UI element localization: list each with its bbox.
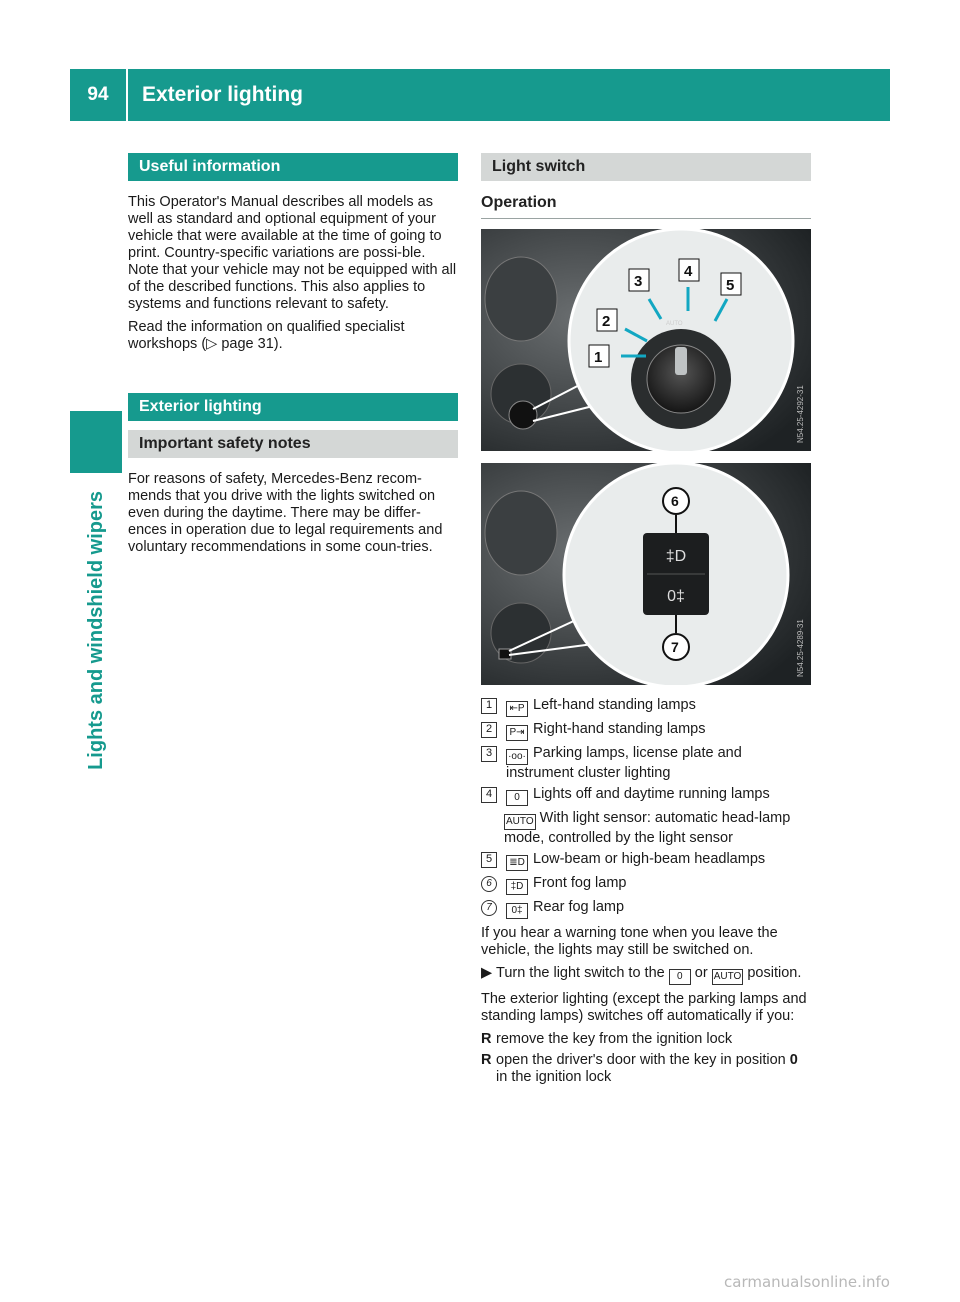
list-item: R open the driver's door with the key in position 0 in the ignition lock: [481, 1052, 798, 1085]
legend-item: 7 0‡ Rear fog lamp: [481, 899, 811, 919]
left-column: [128, 153, 458, 562]
useful-info-heading: Useful information: [128, 153, 458, 181]
light-switch-heading: Light switch: [481, 153, 811, 181]
rear-fog-icon: 0‡: [667, 588, 685, 605]
chapter-sidebar: [70, 121, 122, 776]
fog-lamp-switch-figure: [481, 463, 811, 685]
watermark: carmanualsonline.info: [724, 1273, 890, 1291]
low-beam-icon: ≣D: [506, 855, 528, 871]
figure-2-code: N54.25-4289-31: [796, 619, 805, 677]
warning-paragraph: If you hear a warning tone when you leave the vehicle, the lights may still be switched on.: [481, 925, 778, 958]
legend-item: 6 ‡D Front fog lamp: [481, 875, 811, 895]
chapter-label: Lights and windshield wipers: [84, 491, 107, 770]
page-title: Exterior lighting: [142, 83, 304, 106]
legend-item: 3 ·oo· Parking lamps, license plate and instrument cluster lighting: [481, 745, 811, 782]
front-fog-lamp-icon: ‡D: [506, 879, 528, 895]
bullet-marker: R: [481, 1052, 492, 1068]
legend-item: 4 0 Lights off and daytime running lamps: [481, 786, 811, 806]
auto-label: AUTO: [666, 321, 683, 327]
page-number: 94: [87, 84, 109, 105]
bullet-marker: R: [481, 1031, 492, 1047]
instruction-step: ▶ Turn the light switch to the 0 or AUTO position.: [481, 965, 811, 985]
useful-info-paragraph: This Operator's Manual describes all models as well as standard and optional equipment of your vehicle that were available at the time of going to print. Country-specific variations are possi-ble. Note that your vehicle may not be equipped with all of the described functions. This also applies to systems and functions relevant to safety.: [128, 194, 457, 312]
figure-1-code: N54.25-4292-31: [796, 385, 805, 443]
specialist-paragraph: Read the information on qualified specialist workshops (▷ page 31).: [128, 319, 405, 352]
callout-2: 2: [602, 313, 611, 330]
legend-item: 2 P⇥ Right-hand standing lamps: [481, 721, 811, 741]
page-ref-arrow-icon: ▷: [206, 336, 218, 352]
page-header: [70, 69, 890, 121]
list-item: R remove the key from the ignition lock: [481, 1031, 733, 1047]
auto-icon: AUTO: [712, 969, 744, 985]
callout-5: 5: [726, 277, 735, 294]
right-column: [481, 153, 811, 1090]
callout-4: 4: [684, 263, 693, 280]
lights-off-icon: 0: [669, 969, 691, 985]
chapter-tab-marker: [70, 411, 122, 473]
callout-7: 7: [671, 639, 679, 655]
exterior-lighting-heading: Exterior lighting: [128, 393, 458, 421]
parking-lamp-icon: ·oo·: [506, 749, 528, 765]
page-reference-link[interactable]: page 31).: [217, 336, 283, 352]
callout-6: 6: [671, 493, 679, 509]
front-fog-icon: ‡D: [665, 548, 687, 565]
operation-subheading: Operation: [481, 194, 811, 219]
safety-notes-heading: Important safety notes: [128, 430, 458, 458]
callout-3: 3: [634, 273, 643, 290]
safety-paragraph: For reasons of safety, Mercedes-Benz recom-mends that you drive with the lights switched on even during the daytime. There may be differ-ences in operation due to legal requirements and voluntary recommendations in some coun-tries.: [128, 471, 443, 555]
legend-list: [481, 697, 811, 919]
step-arrow-icon: ▶: [481, 965, 493, 981]
light-switch-figure: [481, 229, 811, 451]
auto-icon: AUTO: [504, 814, 536, 830]
rear-fog-lamp-icon: 0‡: [506, 903, 528, 919]
legend-subitem-auto: AUTO With light sensor: automatic head-lamp mode, controlled by the light sensor: [504, 810, 791, 846]
auto-off-paragraph: The exterior lighting (except the parking lamps and standing lamps) switches off automatically if you:: [481, 991, 807, 1024]
legend-item: 1 ⇤P Left-hand standing lamps: [481, 697, 811, 717]
left-standing-lamp-icon: ⇤P: [506, 701, 528, 717]
legend-item: 5 ≣D Low-beam or high-beam headlamps: [481, 851, 811, 871]
lights-off-icon: 0: [506, 790, 528, 806]
callout-1: 1: [594, 349, 603, 366]
right-standing-lamp-icon: P⇥: [506, 725, 528, 741]
